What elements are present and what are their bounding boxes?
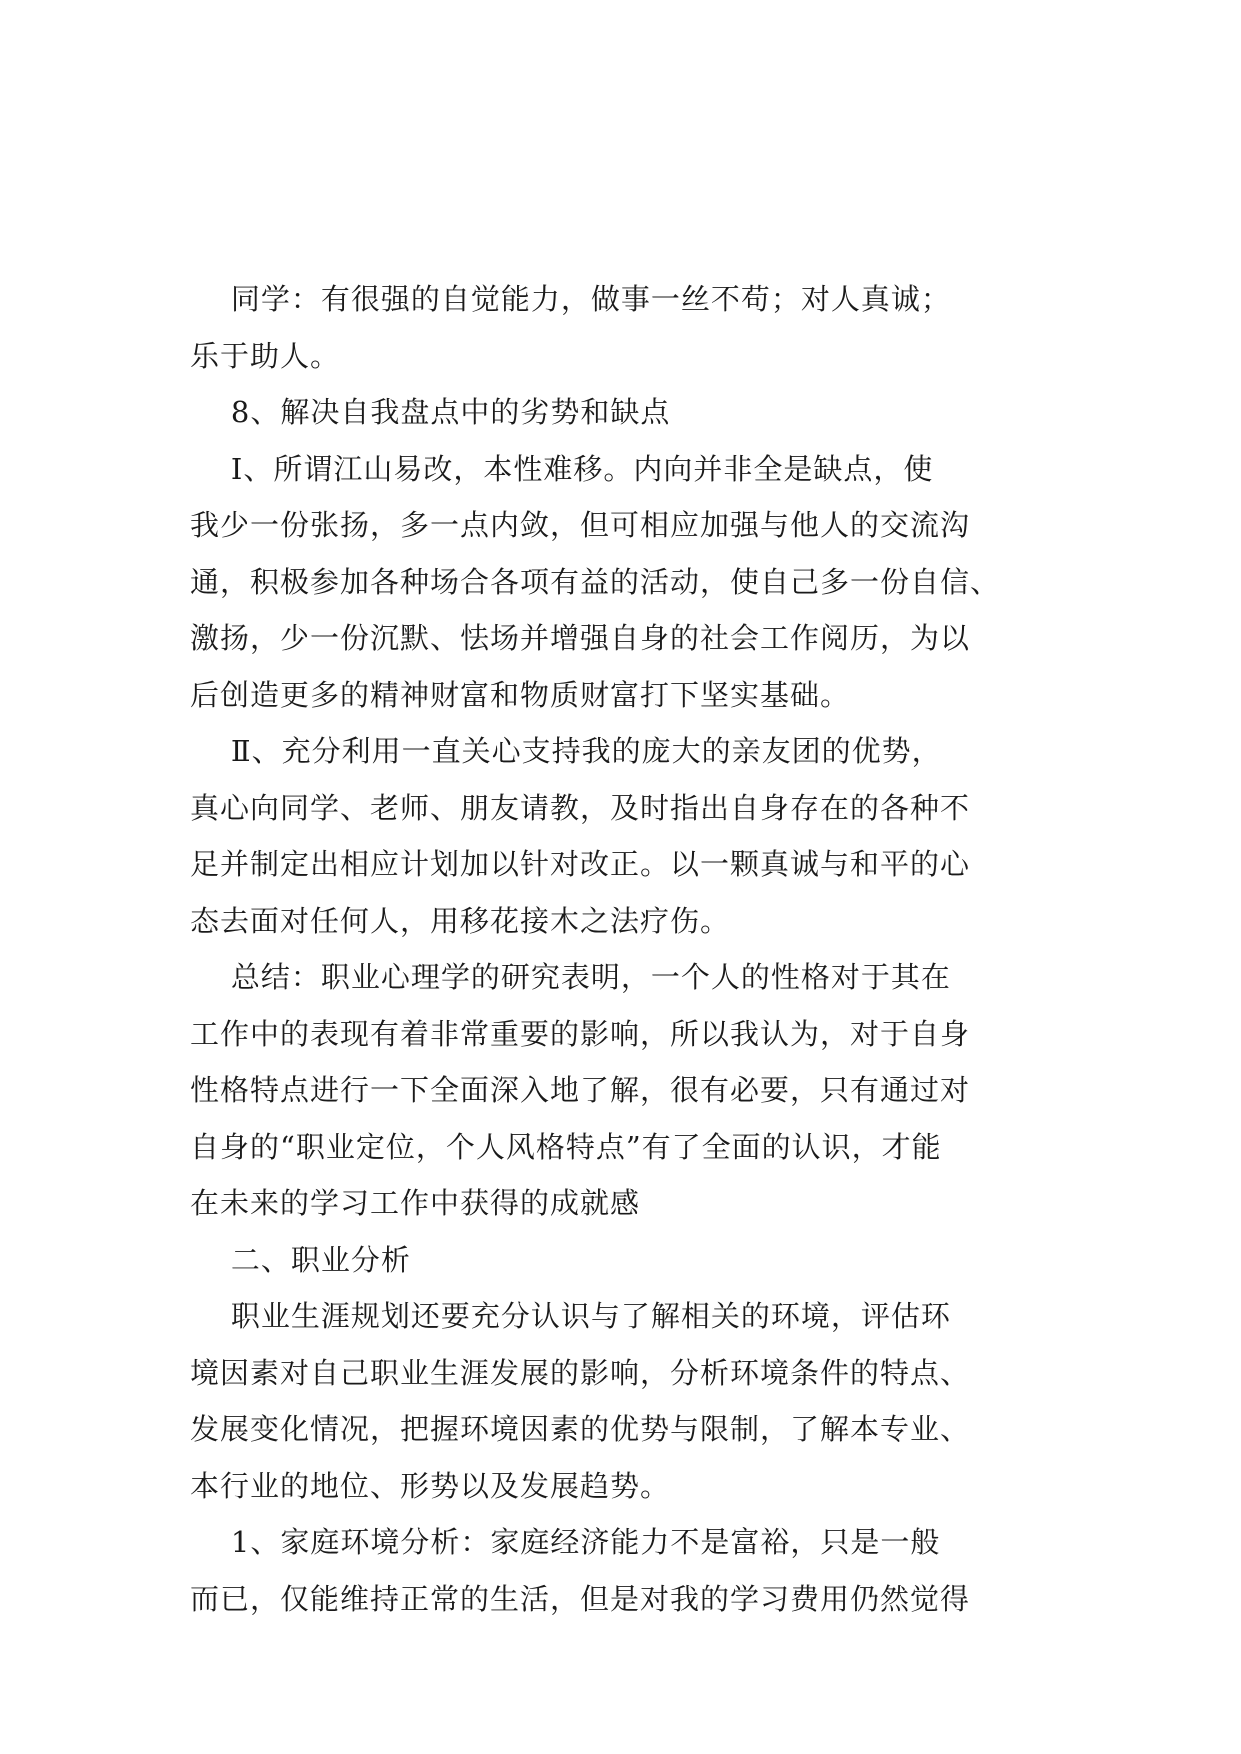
text-line: 二、职业分析 bbox=[190, 1242, 411, 1277]
text-line: 态去面对任何人，用移花接木之法疗伤。 bbox=[190, 903, 731, 938]
text-line: 本行业的地位、形势以及发展趋势。 bbox=[190, 1468, 671, 1503]
text-line: Ⅰ、所谓江山易改，本性难移。内向并非全是缺点，使 bbox=[190, 451, 934, 486]
text-line: 总结：职业心理学的研究表明，一个人的性格对于其在 bbox=[190, 960, 951, 994]
text-line: 激扬，少一份沉默、怯场并增强自身的社会工作阅历，为以 bbox=[190, 621, 971, 655]
text-line: 在未来的学习工作中获得的成就感 bbox=[190, 1186, 641, 1220]
text-line: 职业生涯规划还要充分认识与了解相关的环境，评估环 bbox=[190, 1299, 951, 1333]
text-line: 我少一份张扬，多一点内敛，但可相应加强与他人的交流沟 bbox=[190, 508, 971, 542]
text-line: 发展变化情况，把握环境因素的优势与限制，了解本专业、 bbox=[190, 1412, 971, 1446]
text-line: 自身的“职业定位，个人风格特点”有了全面的认识，才能 bbox=[190, 1129, 942, 1164]
text-line: 同学：有很强的自觉能力，做事一丝不苟；对人真诚； bbox=[190, 282, 951, 316]
text-line: 而已，仅能维持正常的生活，但是对我的学习费用仍然觉得 bbox=[190, 1581, 971, 1616]
text-line: 足并制定出相应计划加以针对改正。以一颗真诚与和平的心 bbox=[190, 847, 971, 881]
text-line: 工作中的表现有着非常重要的影响，所以我认为，对于自身 bbox=[190, 1016, 971, 1051]
text-line: 境因素对自己职业生涯发展的影响，分析环境条件的特点、 bbox=[190, 1355, 971, 1390]
text-line: 后创造更多的精神财富和物质财富打下坚实基础。 bbox=[190, 677, 851, 712]
text-line: 8、解决自我盘点中的劣势和缺点 bbox=[190, 395, 671, 429]
document-body bbox=[190, 158, 1055, 1627]
text-line: 乐于助人。 bbox=[190, 338, 341, 373]
text-line: 通，积极参加各种场合各项有益的活动，使自己多一份自信、 bbox=[190, 564, 1001, 599]
text-line: Ⅱ、充分利用一直关心支持我的庞大的亲友团的优势， bbox=[190, 734, 942, 768]
text-line: 真心向同学、老师、朋友请教，及时指出自身存在的各种不 bbox=[190, 790, 971, 825]
text-line: 1、家庭环境分析：家庭经济能力不是富裕，只是一般 bbox=[190, 1525, 941, 1559]
text-line: 性格特点进行一下全面深入地了解，很有必要，只有通过对 bbox=[190, 1073, 971, 1107]
